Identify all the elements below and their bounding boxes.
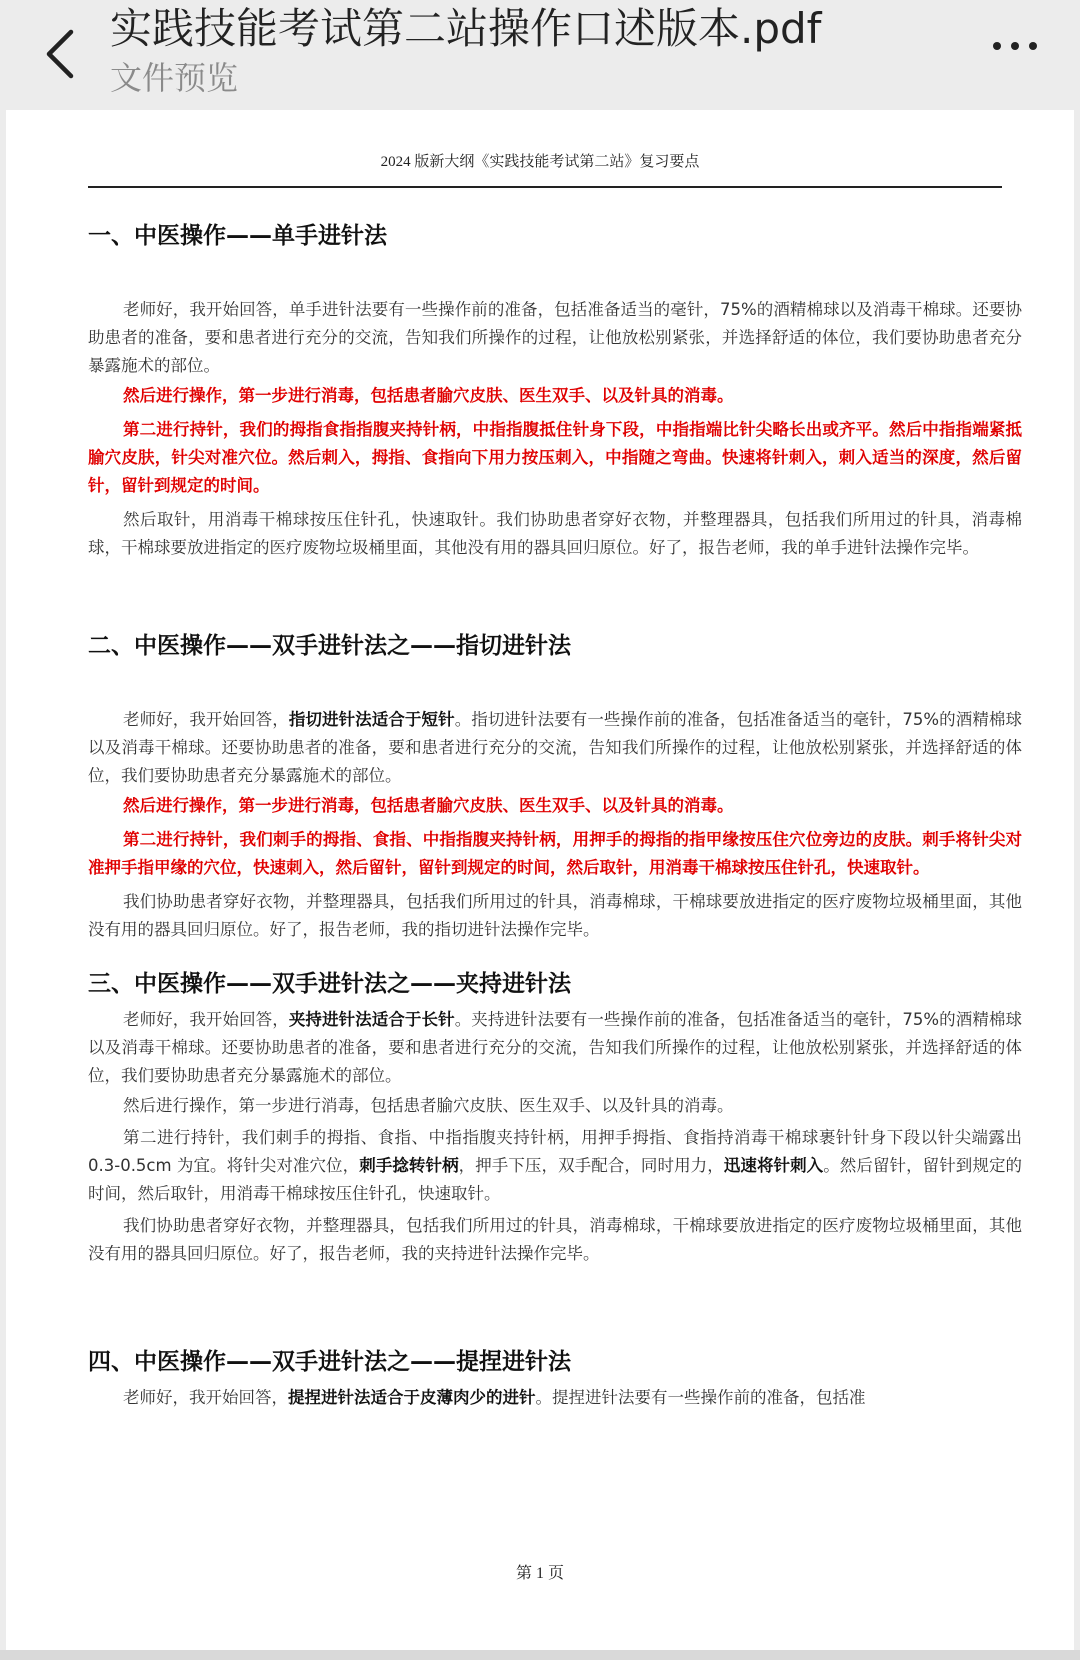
section-title: 四、中医操作——双手进针法之——提捏进针法 <box>88 1349 571 1375</box>
text-run: 老师好，我开始回答， <box>123 1388 288 1407</box>
header-divider <box>88 186 1002 188</box>
section-title: 二、中医操作——双手进针法之——指切进针法 <box>88 633 571 659</box>
bottom-edge <box>0 1650 1080 1660</box>
paragraph <box>88 1006 1022 1090</box>
more-options-button[interactable] <box>975 24 1055 68</box>
text-run: 。提捏进针法要有一些操作前的准备，包括准 <box>535 1388 866 1407</box>
more-horizontal-icon <box>1011 42 1019 50</box>
highlighted-paragraph: 然后进行操作，第一步进行消毒，包括患者腧穴皮肤、医生双手、以及针具的消毒。 <box>123 796 734 815</box>
paragraph: 我们协助患者穿好衣物，并整理器具，包括我们所用过的针具，消毒棉球，干棉球要放进指定的医疗废物垃圾桶里面，其他没有用的器具回归原位。好了，报告老师，我的夹持进针法操作完毕。 <box>88 1216 1022 1263</box>
paragraph: 然后进行操作，第一步进行消毒，包括患者腧穴皮肤、医生双手、以及针具的消毒。 <box>123 1096 734 1115</box>
paragraph: 然后取针，用消毒干棉球按压住针孔，快速取针。我们协助患者穿好衣物，并整理器具，包括我们所用过的针具，消毒棉球，干棉球要放进指定的医疗废物垃圾桶里面，其他没有用的器具回归原位。好了，报告老师，我的单手进针法操作完毕。 <box>88 510 1022 557</box>
text-run: 第二进行持针，我们刺手的拇指、食指、中指指腹夹持针柄，用押手拇指、食指持消毒干棉球裹针针身下段以针尖端露出 0.3-0.5cm 为宜。将针尖对准穴位， <box>88 1128 1022 1175</box>
text-run: ，押手下压，双手配合，同时用力， <box>458 1156 724 1175</box>
more-horizontal-icon <box>993 42 1001 50</box>
text-run: 。夹持进针法要有一些操作前的准备，包括准备适当的毫针，75%的酒精棉球以及消毒干棉球。还要协助患者的准备，要和患者进行充分的交流，告知我们所操作的过程，让他放松别紧张，并选择舒适的体位，我们要协助患者充分暴露施术的部位。 <box>88 1010 1023 1085</box>
top-bar <box>0 0 1080 110</box>
more-horizontal-icon <box>1029 42 1037 50</box>
bold-text: 迅速将针刺入 <box>723 1156 824 1175</box>
text-run: 老师好，我开始回答， <box>123 710 289 729</box>
bold-text: 指切进针法适合于短针 <box>288 710 455 729</box>
pdf-page[interactable] <box>6 110 1074 1650</box>
highlighted-paragraph: 第二进行持针，我们刺手的拇指、食指、中指指腹夹持针柄，用押手的拇指的指甲缘按压住穴位旁边的皮肤。刺手将针尖对准押手指甲缘的穴位，快速刺入，然后留针，留针到规定的时间，然后取针，用消毒干棉球按压住针孔，快速取针。 <box>88 830 1022 877</box>
page-header: 2024 版新大纲《实践技能考试第二站》复习要点 <box>380 154 700 170</box>
paragraph: 老师好，我开始回答，单手进针法要有一些操作前的准备，包括准备适当的毫针，75%的酒精棉球以及消毒干棉球。还要协助患者的准备，要和患者进行充分的交流，告知我们所操作的过程，让他放松别紧张，并选择舒适的体位，我们要协助患者充分暴露施术的部位。 <box>88 300 1022 375</box>
text-run: 。指切进针法要有一些操作前的准备，包括准备适当的毫针，75%的酒精棉球以及消毒干棉球。还要协助患者的准备，要和患者进行充分的交流，告知我们所操作的过程，让他放松别紧张，并选择舒适的体位，我们要协助患者充分暴露施术的部位。 <box>88 710 1023 785</box>
text-run: 老师好，我开始回答， <box>123 1010 289 1029</box>
back-button[interactable] <box>30 14 90 94</box>
paragraph <box>88 706 1022 790</box>
highlighted-paragraph: 然后进行操作，第一步进行消毒，包括患者腧穴皮肤、医生双手、以及针具的消毒。 <box>123 386 734 405</box>
bold-text: 夹持进针法适合于长针 <box>288 1010 455 1029</box>
chevron-left-icon <box>43 27 77 81</box>
file-title: 实践技能考试第二站操作口述版本.pdf <box>110 4 822 53</box>
page-number: 第 1 页 <box>515 1565 564 1582</box>
paragraph <box>88 1124 1022 1208</box>
highlighted-paragraph: 第二进行持针，我们的拇指食指指腹夹持针柄，中指指腹抵住针身下段，中指指端比针尖略长出或齐平。然后中指指端紧抵腧穴皮肤，针尖对准穴位。然后刺入，拇指、食指向下用力按压刺入，中指随之弯曲。快速将针刺入，刺入适当的深度，然后留针，留针到规定的时间。 <box>88 420 1022 495</box>
section-title: 一、中医操作——单手进针法 <box>88 223 387 249</box>
text-run: 。然后留针，留针到规定的时间，然后取针，用消毒干棉球按压住针孔，快速取针。 <box>88 1156 1023 1203</box>
file-preview-label: 文件预览 <box>110 59 239 97</box>
bold-text: 提捏进针法适合于皮薄肉少的进针 <box>288 1388 536 1407</box>
paragraph <box>88 1384 1022 1412</box>
paragraph: 我们协助患者穿好衣物，并整理器具，包括我们所用过的针具，消毒棉球，干棉球要放进指定的医疗废物垃圾桶里面，其他没有用的器具回归原位。好了，报告老师，我的指切进针法操作完毕。 <box>88 892 1022 939</box>
section-title: 三、中医操作——双手进针法之——夹持进针法 <box>88 971 571 997</box>
bold-text: 刺手捻转针柄 <box>359 1156 459 1175</box>
document-content <box>88 220 1022 1412</box>
